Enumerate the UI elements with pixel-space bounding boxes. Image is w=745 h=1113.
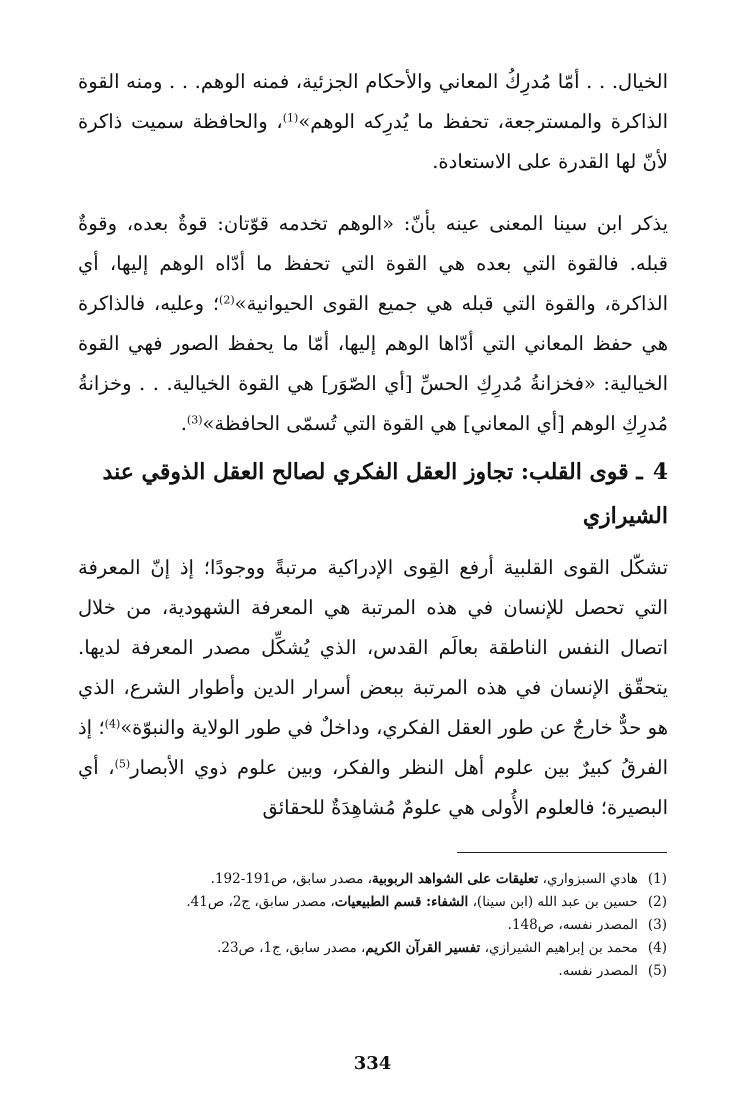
- footnote-ref-3[interactable]: (3): [186, 413, 203, 427]
- footnote-title: تفسير القرآن الكريم: [365, 940, 481, 956]
- footnote-text: محمد بن إبراهيم الشيرازي،: [480, 940, 638, 956]
- section-heading: [78, 450, 668, 538]
- footnote-4: [77, 937, 667, 960]
- footnote-marker: (2): [647, 894, 667, 910]
- footnote-marker: (1): [647, 871, 667, 887]
- footnote-text: المصدر نفسه.: [558, 963, 638, 979]
- footnote-text: ، مصدر سابق، ص191-192.: [210, 871, 372, 887]
- footnote-text: المصدر نفسه، ص148.: [507, 917, 638, 933]
- footnote-text: حسين بن عبد الله (ابن سينا)،: [468, 894, 638, 910]
- footnote-3: [77, 914, 667, 937]
- footnote-divider: [457, 852, 667, 853]
- paragraph-1-text-b: ، والحافظة سميت ذاكرة لأنّ لها القدرة على الاستعادة.: [78, 110, 668, 173]
- paragraph-3-text-c: ، أي البصيرة؛ فالعلوم الأُولى هي علومٌ مُشاهِدَةٌ للحقائق: [78, 756, 668, 819]
- paragraph-3-text-a: تشكّل القوى القلبية أرفع القِوى الإدراكية مرتبةً ووجودًا؛ إذ إنّ المعرفة التي تحصل للإنسان في هذه المرتبة هي المعرفة الشهودية، من خلال اتصال النفس الناطقة بعالَم القدس، الذي يُشكِّل مصدر المعرفة لديها. يتحقّق الإنسان في هذه المرتبة ببعض أسرار الدين وأطوار الشرع، الذي هو حدٌّ خارجٌ عن طور العقل الفكري، وداخلٌ في طور الولاية والنبوّة»: [78, 556, 669, 739]
- footnote-marker: (5): [647, 963, 667, 979]
- footnote-title: تعليقات على الشواهد الربوبية: [372, 871, 539, 887]
- footnote-text: ، مصدر سابق، ج2، ص41.: [186, 894, 335, 910]
- paragraph-2: [78, 204, 668, 444]
- paragraph-2-text-c: .: [180, 412, 187, 435]
- footnote-marker: (3): [647, 917, 667, 933]
- footnote-ref-4[interactable]: (4): [104, 717, 121, 731]
- footnote-text: ، مصدر سابق، ج1، ص23.: [217, 940, 366, 956]
- paragraph-1-text-a: الخيال. . . أمّا مُدرِكُ المعاني والأحكام الجزئية، فمنه الوهم. . . ومنه القوة الذاكرة والمسترجعة، تحفظ ما يُدرِكه الوهم»: [78, 70, 668, 133]
- footnote-ref-2[interactable]: (2): [219, 293, 235, 307]
- footnote-ref-1[interactable]: (1): [282, 111, 299, 125]
- footnotes: [77, 868, 667, 983]
- footnote-marker: (4): [647, 940, 667, 956]
- paragraph-2-text-a: يذكر ابن سينا المعنى عينه بأنّ: «الوهم تخدمه قوّتان: قوةٌ بعده، وقوةٌ قبله. فالقوة التي بعده هي القوة التي تحفظ ما أدّاه الوهم إليها، أي الذاكرة، والقوة التي قبله هي جميع القوى الحيوانية»: [78, 212, 668, 315]
- paragraph-2-text-b: ؛ وعليه، فالذاكرة هي حفظ المعاني التي أدّاها الوهم إليها، أمّا ما يحفظ الصور فهي القوة الخيالية: «فخزانةُ مُدرِكِ الحسِّ [أي الصّوَر] هي القوة الخيالية. . . وخزانةُ مُدرِكِ الوهم [أي المعاني] هي القوة التي تُسمّى الحافظة»: [78, 292, 668, 435]
- section-title: ـ قوى القلب: تجاوز العقل الفكري لصالح العقل الذوقي عند الشيرازي: [102, 459, 668, 529]
- page-number: 334: [353, 1053, 392, 1074]
- section-number: 4: [652, 459, 668, 485]
- footnote-2: [77, 891, 667, 914]
- footnote-text: هادي السبزواري،: [538, 871, 638, 887]
- footnote-title: الشفاء: قسم الطبيعيات: [334, 894, 469, 910]
- paragraph-1: [78, 62, 668, 182]
- paragraph-3-text-b: ؛ إذ الفرقُ كبيرٌ بين علوم أهل النظر والفكر، وبين علوم ذوي الأبصار: [78, 716, 668, 779]
- page-body: [78, 62, 668, 828]
- footnote-1: [77, 868, 667, 891]
- footnote-ref-5[interactable]: (5): [114, 757, 131, 771]
- footnote-5: [77, 960, 667, 983]
- paragraph-3: [78, 548, 668, 828]
